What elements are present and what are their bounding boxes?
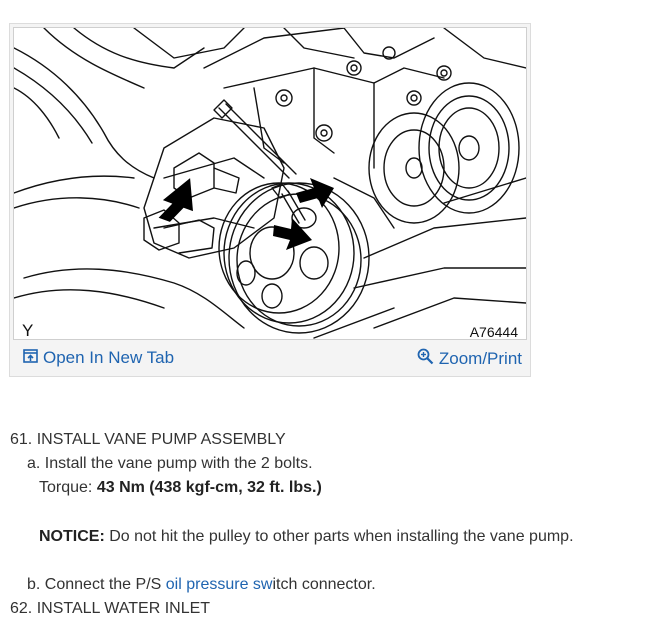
step-title: INSTALL WATER INLET [36,600,211,617]
substep-text-before: Connect the P/S [44,576,162,593]
zoom-print-link[interactable] [417,348,522,370]
notice-label: NOTICE: [39,528,105,545]
substep-text-after: itch connector. [272,576,376,593]
open-in-new-tab-link[interactable] [23,348,174,368]
substep-marker: a. [27,455,41,472]
notice [10,525,650,549]
step-number: 61. [10,431,33,448]
step-number: 62. [10,600,33,617]
figure-corner-label: Y [22,321,34,340]
zoom-magnifier-icon [417,348,434,370]
step-61-heading [10,428,650,452]
substep-marker: b. [27,576,41,593]
figure-id-label: A76444 [469,324,518,340]
substep-b [10,573,650,597]
figure-link-bar [10,342,530,376]
figure-card [9,23,531,377]
open-in-new-tab-icon [23,348,38,368]
oil-pressure-switch-link[interactable]: oil pressure sw [165,576,273,593]
torque-spec [10,476,650,500]
notice-text: Do not hit the pulley to other parts when installing the vane pump. [109,528,574,545]
spacer [10,500,650,525]
vane-pump-diagram[interactable] [13,27,527,340]
torque-value: 43 Nm (438 kgf-cm, 32 ft. lbs.) [96,479,322,496]
spacer [10,549,650,573]
step-title: INSTALL VANE PUMP ASSEMBLY [36,431,286,448]
zoom-print-label: Zoom/Print [438,349,522,368]
engine-line-drawing [14,28,526,339]
substep-text: Install the vane pump with the 2 bolts. [44,455,313,472]
open-in-new-tab-label: Open In New Tab [43,348,175,367]
torque-label: Torque: [39,479,93,496]
substep-a [10,452,650,476]
procedure-steps [10,428,650,621]
step-62-heading [10,597,650,621]
